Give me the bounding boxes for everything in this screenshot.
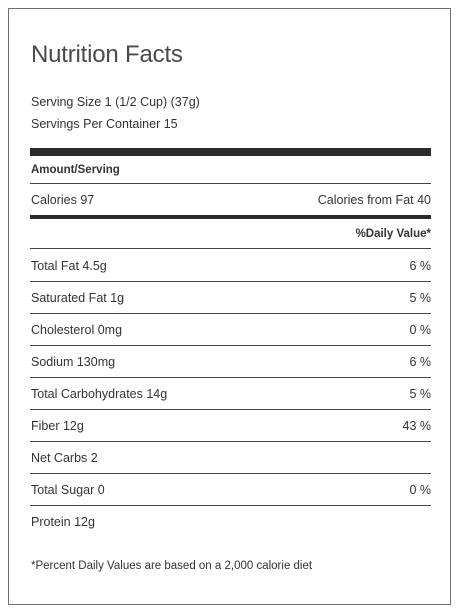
calories-value: Calories 97 xyxy=(31,193,95,207)
nutrient-daily-value: 5 % xyxy=(409,386,431,401)
nutrient-daily-value: 0 % xyxy=(409,322,431,337)
nutrient-row-fiber xyxy=(30,410,431,442)
label-title: Nutrition Facts xyxy=(31,41,183,68)
nutrient-daily-value: 43 % xyxy=(402,418,431,433)
nutrient-row-protein xyxy=(30,506,431,538)
nutrient-name: Fiber 12g xyxy=(31,418,84,433)
amount-per-serving-row xyxy=(30,156,431,184)
nutrient-daily-value: 6 % xyxy=(409,354,431,369)
nutrient-daily-value: 6 % xyxy=(409,258,431,273)
nutrition-facts-label xyxy=(8,8,451,605)
serving-size: Serving Size 1 (1/2 Cup) (37g) xyxy=(31,95,200,109)
nutrient-name: Net Carbs 2 xyxy=(31,450,98,465)
amount-per-serving-label: Amount/Serving xyxy=(31,163,120,176)
nutrient-name: Total Sugar 0 xyxy=(31,482,105,497)
nutrient-row-net-carbs xyxy=(30,442,431,474)
daily-value-header-row xyxy=(30,219,431,249)
nutrient-daily-value: 5 % xyxy=(409,290,431,305)
servings-per-container: Servings Per Container 15 xyxy=(31,117,178,131)
calories-from-fat-value: Calories from Fat 40 xyxy=(317,193,431,207)
calories-row xyxy=(30,185,431,215)
nutrient-daily-value: 0 % xyxy=(409,482,431,497)
nutrient-row-total-fat xyxy=(30,250,431,282)
nutrient-row-total-carbohydrates xyxy=(30,378,431,410)
nutrient-name: Total Fat 4.5g xyxy=(31,258,107,273)
nutrient-name: Sodium 130mg xyxy=(31,354,116,369)
nutrient-row-cholesterol xyxy=(30,314,431,346)
daily-value-header: %Daily Value* xyxy=(355,227,431,240)
nutrient-name: Cholesterol 0mg xyxy=(31,322,123,337)
daily-value-footnote: *Percent Daily Values are based on a 2,000 calorie diet xyxy=(31,560,313,572)
thick-divider-top xyxy=(30,148,431,156)
nutrient-name: Protein 12g xyxy=(31,515,95,529)
nutrient-name: Total Carbohydrates 14g xyxy=(31,386,168,401)
nutrient-name: Saturated Fat 1g xyxy=(31,290,125,305)
nutrient-row-sodium xyxy=(30,346,431,378)
nutrient-row-total-sugar xyxy=(30,474,431,506)
nutrient-row-saturated-fat xyxy=(30,282,431,314)
